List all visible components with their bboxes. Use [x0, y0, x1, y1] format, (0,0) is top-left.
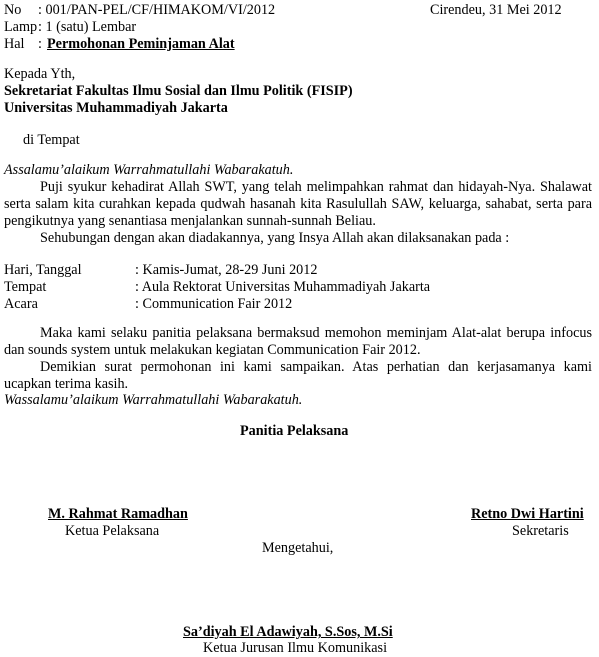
paragraph-2: Sehubungan dengan akan diadakannya, yang Insya Allah akan dilaksanakan pada :	[40, 230, 510, 246]
paragraph-1	[4, 179, 592, 230]
right-signatory-name: Retno Dwi Hartini	[471, 506, 584, 522]
paragraph-3-text: Maka kami selaku panitia pelaksana bermaksud memohon meminjam Alat-alat berupa infocus dan sounds system untuk melakukan kegiatan Communication Fair 2012.	[4, 325, 592, 358]
subject-value: Permohonan Peminjaman Alat	[47, 36, 235, 52]
detail-value-place: : Aula Rektorat Universitas Muhammadiyah Jakarta	[135, 279, 431, 295]
attachment-value: : 1 (satu) Lembar	[38, 19, 137, 35]
detail-label-event: Acara	[4, 296, 38, 312]
attachment-label: Lamp	[4, 19, 38, 35]
recipient-line-1: Sekretariat Fakultas Ilmu Sosial dan Ilmu Politik (FISIP)	[4, 83, 353, 99]
recipient-place: di Tempat	[23, 132, 80, 148]
left-signatory-title: Ketua Pelaksana	[65, 523, 160, 539]
subject-label: Hal	[4, 36, 25, 52]
left-signatory-name: M. Rahmat Ramadhan	[48, 506, 188, 522]
bottom-signatory-title: Ketua Jurusan Ilmu Komunikasi	[203, 640, 388, 656]
recipient-line-2: Universitas Muhammadiyah Jakarta	[4, 100, 228, 116]
paragraph-4-text: Demikian surat permohonan ini kami sampaikan. Atas perhatian dan kerjasamanya kami ucapkan terima kasih.	[4, 359, 592, 392]
paragraph-3	[4, 325, 592, 359]
closing-salutation: Wassalamu’alaikum Warrahmatullahi Wabarakatuh.	[4, 392, 303, 408]
right-signatory-title: Sekretaris	[512, 523, 569, 539]
detail-value-event: : Communication Fair 2012	[135, 296, 293, 312]
recipient-greeting: Kepada Yth,	[4, 66, 76, 82]
reference-number-label: No	[4, 2, 22, 18]
committee-heading: Panitia Pelaksana	[240, 423, 349, 439]
bottom-signatory-name: Sa’diyah El Adawiyah, S.Sos, M.Si	[183, 624, 393, 640]
opening-salutation: Assalamu’alaikum Warrahmatullahi Wabarakatuh.	[4, 162, 294, 178]
detail-value-date: : Kamis-Jumat, 28-29 Juni 2012	[135, 262, 318, 278]
reference-number-value: : 001/PAN-PEL/CF/HIMAKOM/VI/2012	[38, 2, 276, 18]
detail-label-place: Tempat	[4, 279, 47, 295]
acknowledged-label: Mengetahui,	[262, 540, 334, 556]
letter-date: Cirendeu, 31 Mei 2012	[430, 2, 562, 18]
subject-colon: :	[38, 36, 42, 52]
paragraph-1-text: Puji syukur kehadirat Allah SWT, yang telah melimpahkan rahmat dan hidayah-Nya. Shalawat serta salam kita curahkan kepada qudwah hasanah kita Rasulullah SAW, keluarga, sahabat, serta para pengikutnya yang senantiasa menjalankan sunnah-sunnah Beliau.	[4, 179, 592, 229]
paragraph-4	[4, 359, 592, 393]
detail-label-date: Hari, Tanggal	[4, 262, 82, 278]
